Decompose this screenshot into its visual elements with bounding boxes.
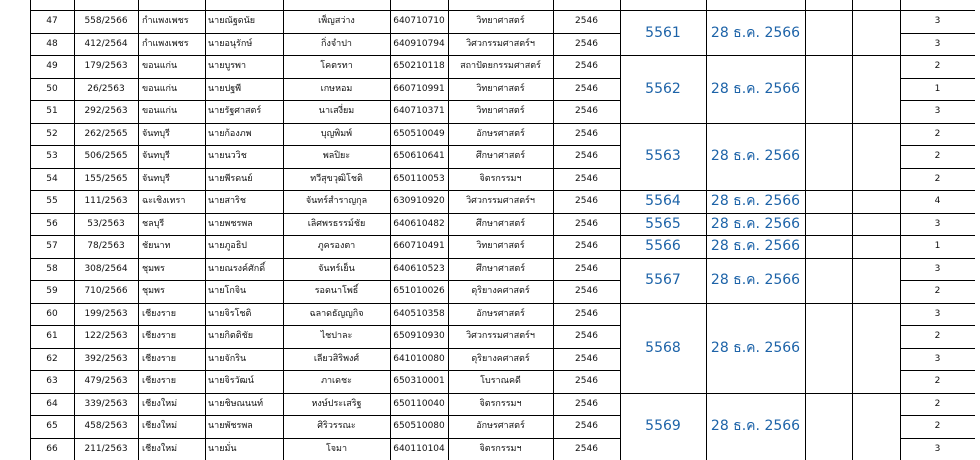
cell-id: 651010026 [393,286,445,296]
cell-province: จันทบุรี [142,128,170,139]
cell-id: 641010080 [393,353,445,364]
cell-year: 2546 [575,376,598,386]
cell-name: นายจิรโชติ [208,308,252,319]
cell-year: 2546 [575,308,598,319]
cell-ref: 111/2563 [84,196,128,206]
cell-province: ชลบุรี [142,218,165,229]
top-row-province [138,0,185,1]
cell-count: 3 [934,263,941,274]
cell-year: 2546 [575,443,598,454]
cell-surname: พลปิยะ [322,151,351,161]
cell-id: 650110040 [393,398,445,409]
cell-ref: 710/2566 [84,286,128,296]
group-date: 28 ธ.ค. 2566 [710,215,801,232]
cell-faculty: สถาปัตยกรรมศาสตร์ [460,61,541,71]
cell-faculty: ดุริยางคศาสตร์ [471,353,530,364]
cell-province: เชียงใหม่ [142,421,178,431]
cell-ref: 339/2563 [84,398,128,409]
cell-province: ชัยนาท [142,241,171,251]
cell-province: ชุมพร [142,263,165,274]
group-date: 28 ธ.ค. 2566 [710,238,801,255]
cell-ref: 122/2563 [84,331,128,341]
cell-year: 2546 [575,61,598,71]
cell-count: 1 [934,241,941,251]
cell-province: เชียงใหม่ [142,443,178,454]
group-code: 5568 [645,339,681,356]
cell-count: 3 [934,106,941,116]
cell-surname: ภูครองตา [317,241,356,251]
cell-name: นายชิษณนนท์ [208,398,264,409]
group-code: 5561 [645,24,681,41]
group-code: 5562 [645,80,681,97]
cell-province: ขอนแก่น [142,83,178,94]
cell-no: 56 [46,218,58,229]
group-code: 5563 [645,148,681,165]
cell-province: เชียงราย [142,376,177,386]
cell-count: 2 [934,398,941,409]
cell-ref: 292/2563 [84,106,128,116]
cell-no: 49 [46,61,58,71]
cell-name: นายสาริช [208,196,246,206]
cell-id: 660710991 [393,83,445,94]
cell-ref: 412/2564 [84,38,128,49]
cell-surname: จันทร์สำราญกุล [305,196,368,206]
cell-ref: 211/2563 [84,443,128,454]
group-date: 28 ธ.ค. 2566 [710,148,801,165]
cell-id: 650910930 [393,331,445,341]
cell-no: 57 [46,241,58,251]
cell-faculty: อักษรศาสตร์ [476,128,525,139]
cell-province: เชียงใหม่ [142,398,178,409]
cell-count: 3 [934,218,941,229]
cell-id: 640910794 [393,38,445,49]
cell-ref: 308/2564 [84,263,128,274]
cell-surname: หงษ์ประเสริฐ [311,398,362,409]
cell-ref: 53/2563 [87,218,125,229]
cell-surname: รอดนาโพธิ์ [314,286,359,296]
cell-count: 2 [934,151,941,161]
cell-no: 51 [46,106,58,116]
cell-name: นายนววิช [208,151,247,161]
group-date: 28 ธ.ค. 2566 [710,272,801,288]
cell-ref: 78/2563 [87,241,125,251]
cell-name: นายก้องภพ [208,128,252,139]
cell-no: 58 [46,263,58,274]
cell-count: 2 [934,376,941,386]
cell-province: ฉะเชิงเทรา [142,196,186,206]
cell-ref: 155/2565 [84,173,128,184]
results-table [30,0,975,460]
cell-id: 640510358 [393,308,445,319]
cell-faculty: ศึกษาศาสตร์ [475,263,526,274]
cell-no: 63 [46,376,58,386]
cell-id: 650310001 [393,376,445,386]
cell-year: 2546 [575,398,598,409]
cell-no: 62 [46,353,58,364]
cell-no: 61 [46,331,58,341]
cell-year: 2546 [575,173,598,184]
cell-name: นายบูรพา [208,61,247,71]
cell-surname: นาเสงี่ยม [318,106,355,116]
cell-year: 2546 [575,106,598,116]
cell-year: 2546 [575,128,598,139]
cell-province: กำแพงเพชร [142,38,189,49]
cell-name: นายภูอธิป [208,241,248,251]
group-code: 5569 [645,418,681,435]
cell-no: 65 [46,421,58,431]
cell-name: นายจิรวัฒน์ [208,376,254,386]
cell-name: นายพชรพล [208,218,253,229]
cell-id: 660710491 [393,241,445,251]
cell-id: 650510080 [393,421,445,431]
cell-id: 650110053 [393,173,445,184]
group-date: 28 ธ.ค. 2566 [710,418,801,435]
top-row-id [390,0,433,1]
cell-id: 640610482 [393,218,445,229]
cell-surname: บุญพิมพ์ [320,128,353,139]
cell-name: นายพัชรพล [208,421,253,431]
cell-province: เชียงราย [142,353,177,364]
cell-no: 53 [46,151,58,161]
cell-surname: เลิศพรธรรม์ชัย [307,218,366,229]
cell-ref: 479/2563 [84,376,128,386]
cell-surname: โจมา [325,443,348,454]
cell-name: นายรัฐศาสตร์ [208,106,262,116]
cell-faculty: วิศวกรรมศาสตร์ฯ [466,331,535,341]
cell-surname: กิ่งจำปา [321,38,352,49]
cell-count: 1 [934,83,941,94]
cell-id: 650610641 [393,151,445,161]
cell-faculty: อักษรศาสตร์ [476,421,525,431]
cell-faculty: อักษรศาสตร์ [476,308,525,319]
group-code: 5567 [645,272,681,288]
cell-year: 2546 [575,218,598,229]
cell-count: 3 [934,308,941,319]
cell-count: 2 [934,61,941,71]
cell-province: ชุมพร [142,286,165,296]
cell-year: 2546 [575,286,598,296]
cell-faculty: วิทยาศาสตร์ [476,106,525,116]
cell-no: 54 [46,173,58,184]
cell-name: นายณัฐดนัย [208,16,256,26]
cell-no: 64 [46,398,58,409]
top-row-name [205,0,230,1]
cell-count: 2 [934,286,941,296]
cell-name: นายจักริน [208,353,247,364]
cell-name: นายโกจิน [208,286,247,296]
cell-year: 2546 [575,263,598,274]
cell-count: 2 [934,421,941,431]
cell-province: ขอนแก่น [142,61,178,71]
cell-surname: ภาเดชะ [321,376,352,386]
cell-ref: 262/2565 [84,128,128,139]
cell-year: 2546 [575,331,598,341]
group-date: 28 ธ.ค. 2566 [710,80,801,97]
cell-faculty: โบราณคดี [480,376,521,386]
cell-count: 2 [934,173,941,184]
cell-faculty: ดุริยางคศาสตร์ [471,286,530,296]
cell-ref: 558/2566 [84,16,128,26]
cell-name: นายพีรดนย์ [208,173,253,184]
cell-province: เชียงราย [142,308,177,319]
group-date: 28 ธ.ค. 2566 [710,24,801,41]
cell-ref: 458/2563 [84,421,128,431]
cell-faculty: จิตรกรรมฯ [479,443,522,454]
cell-province: เชียงราย [142,331,177,341]
cell-year: 2546 [575,353,598,364]
cell-faculty: วิทยาศาสตร์ [476,83,525,94]
cell-surname: จันทร์เย็น [318,263,355,274]
cell-province: กำแพงเพชร [142,16,189,26]
cell-year: 2546 [575,421,598,431]
top-row-surname [283,0,305,1]
cell-no: 60 [46,308,58,319]
cell-province: จันทบุรี [142,151,170,161]
cell-year: 2546 [575,241,598,251]
cell-no: 55 [46,196,58,206]
cell-name: นายณรงค์ศักดิ์ [208,263,266,274]
cell-year: 2546 [575,151,598,161]
cell-surname: ฉลาดธัญญกิจ [309,308,364,319]
cell-year: 2546 [575,83,598,94]
cell-surname: เกษหอม [320,83,353,94]
cell-faculty: ศึกษาศาสตร์ [475,218,526,229]
cell-year: 2546 [575,38,598,49]
cell-count: 3 [934,38,941,49]
cell-count: 3 [934,353,941,364]
cell-surname: เลียวสิริพงศ์ [313,353,360,364]
cell-faculty: จิตรกรรมฯ [479,173,522,184]
cell-no: 47 [46,16,58,26]
cell-name: นายอนุรักษ์ [208,38,253,49]
cell-id: 640110104 [393,443,445,454]
cell-name: นายปฐพี [208,83,242,94]
cell-id: 650510049 [393,128,445,139]
cell-surname: เพ็ญสว่าง [318,16,355,26]
cell-ref: 199/2563 [84,308,128,319]
cell-year: 2546 [575,16,598,26]
cell-no: 48 [46,38,58,49]
cell-count: 2 [934,331,941,341]
cell-ref: 506/2565 [84,151,128,161]
cell-surname: ไชปาละ [320,331,353,341]
cell-year: 2546 [575,196,598,206]
cell-count: 3 [934,16,941,26]
cell-count: 4 [934,196,941,206]
group-code: 5566 [645,238,681,255]
cell-count: 3 [934,443,941,454]
cell-surname: ทวีสุขวุฒิโชติ [310,173,363,184]
cell-faculty: วิศวกรรมศาสตร์ฯ [466,38,535,49]
cell-count: 2 [934,128,941,139]
cell-id: 650210118 [393,61,445,71]
cell-province: จันทบุรี [142,173,170,184]
cell-ref: 392/2563 [84,353,128,364]
cell-id: 640710710 [393,16,445,26]
cell-faculty: วิทยาศาสตร์ [476,16,525,26]
group-date: 28 ธ.ค. 2566 [710,193,801,210]
cell-no: 52 [46,128,58,139]
cell-no: 50 [46,83,58,94]
cell-id: 640610523 [393,263,445,274]
cell-faculty: วิทยาศาสตร์ [476,241,525,251]
cell-name: นายมั่น [208,443,237,454]
cell-no: 59 [46,286,58,296]
group-code: 5565 [645,215,681,232]
cell-id: 630910920 [393,196,445,206]
top-row-faculty [448,0,553,1]
cell-ref: 26/2563 [87,83,125,94]
cell-faculty: วิศวกรรมศาสตร์ฯ [466,196,535,206]
cell-faculty: จิตรกรรมฯ [479,398,522,409]
cell-province: ขอนแก่น [142,106,178,116]
cell-faculty: ศึกษาศาสตร์ [475,151,526,161]
cell-surname: ศิริวรรณะ [317,421,356,431]
group-date: 28 ธ.ค. 2566 [710,339,801,356]
cell-id: 640710371 [393,106,445,116]
group-code: 5564 [645,193,681,210]
cell-surname: โคตรทา [320,61,353,71]
cell-name: นายกิตติชัย [208,331,253,341]
cell-no: 66 [46,443,58,454]
cell-ref: 179/2563 [84,61,128,71]
